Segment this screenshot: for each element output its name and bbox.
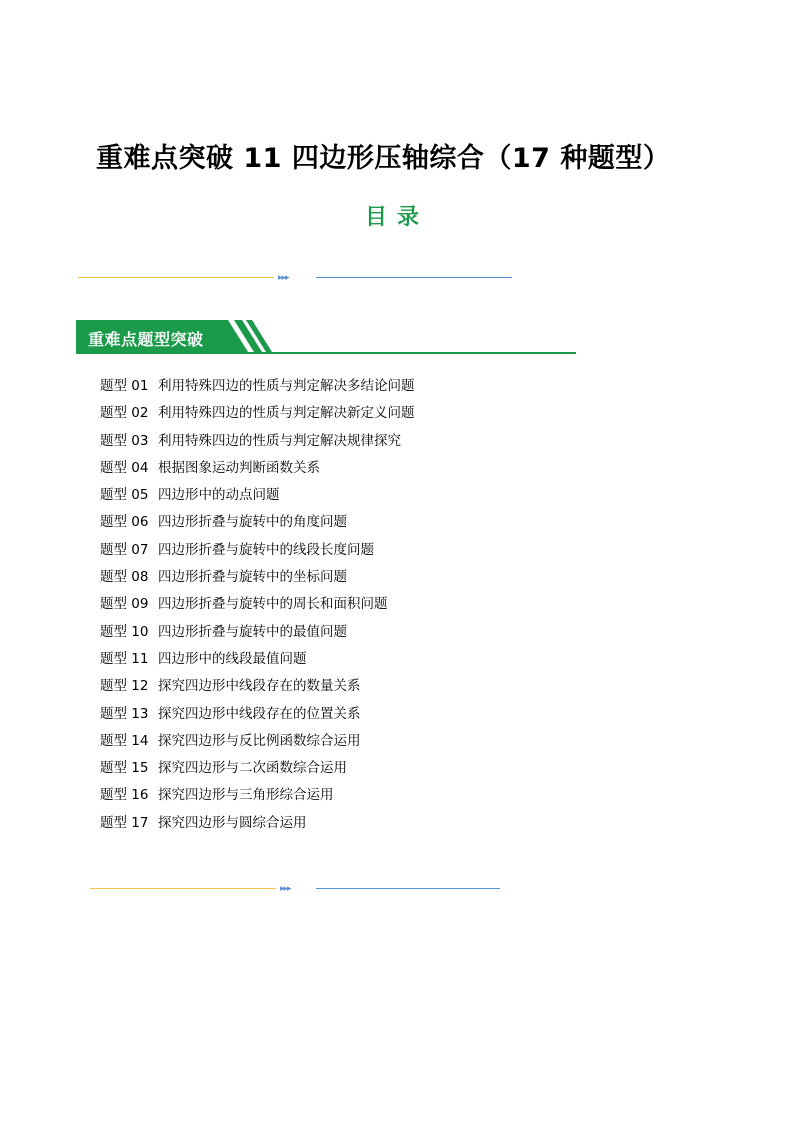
toc-item-title: 四边形折叠与旋转中的坐标问题 bbox=[158, 569, 347, 586]
toc-item-number: 题型 12 bbox=[100, 678, 149, 695]
toc-list bbox=[100, 376, 415, 840]
toc-item-title: 探究四边形与圆综合运用 bbox=[158, 814, 307, 831]
toc-item[interactable] bbox=[100, 785, 415, 812]
toc-item-title: 探究四边形与反比例函数综合运用 bbox=[158, 732, 361, 749]
toc-item-title: 四边形中的线段最值问题 bbox=[158, 650, 307, 667]
toc-item[interactable] bbox=[100, 676, 415, 703]
toc-item-title: 探究四边形与三角形综合运用 bbox=[158, 787, 334, 804]
toc-item-title: 四边形折叠与旋转中的角度问题 bbox=[158, 514, 347, 531]
toc-item[interactable] bbox=[100, 649, 415, 676]
toc-item-number: 题型 17 bbox=[100, 814, 149, 831]
divider-blue-line bbox=[316, 277, 512, 278]
toc-item-number: 题型 05 bbox=[100, 487, 149, 504]
toc-item-title: 四边形折叠与旋转中的线段长度问题 bbox=[158, 541, 374, 558]
toc-item-number: 题型 16 bbox=[100, 787, 149, 804]
toc-item-number: 题型 02 bbox=[100, 405, 149, 422]
toc-item-number: 题型 14 bbox=[100, 732, 149, 749]
toc-item[interactable] bbox=[100, 622, 415, 649]
toc-item-title: 探究四边形与二次函数综合运用 bbox=[158, 760, 347, 777]
toc-item[interactable] bbox=[100, 758, 415, 785]
divider-gold-line bbox=[90, 888, 276, 889]
toc-item-title: 利用特殊四边的性质与判定解决新定义问题 bbox=[158, 405, 415, 422]
toc-item-title: 四边形折叠与旋转中的最值问题 bbox=[158, 623, 347, 640]
divider-blue-line bbox=[316, 888, 500, 889]
toc-item-title: 根据图象运动判断函数关系 bbox=[158, 459, 320, 476]
toc-item-title: 四边形折叠与旋转中的周长和面积问题 bbox=[158, 596, 388, 613]
toc-item-number: 题型 10 bbox=[100, 623, 149, 640]
toc-item-title: 探究四边形中线段存在的数量关系 bbox=[158, 678, 361, 695]
toc-item[interactable] bbox=[100, 594, 415, 621]
toc-item[interactable] bbox=[100, 704, 415, 731]
divider-arrows-icon: ▸▸▸ bbox=[280, 884, 291, 894]
toc-item[interactable] bbox=[100, 813, 415, 840]
toc-item[interactable] bbox=[100, 458, 415, 485]
toc-item-title: 探究四边形中线段存在的位置关系 bbox=[158, 705, 361, 722]
toc-item[interactable] bbox=[100, 567, 415, 594]
bottom-divider bbox=[90, 883, 500, 895]
toc-item-number: 题型 13 bbox=[100, 705, 149, 722]
toc-item-number: 题型 03 bbox=[100, 432, 149, 449]
toc-item-number: 题型 09 bbox=[100, 596, 149, 613]
toc-item-title: 利用特殊四边的性质与判定解决规律探究 bbox=[158, 432, 401, 449]
section-banner bbox=[76, 320, 576, 355]
toc-item[interactable] bbox=[100, 512, 415, 539]
toc-heading: 目录 bbox=[364, 205, 429, 230]
divider-arrows-icon: ▸▸▸ bbox=[278, 273, 289, 283]
toc-item[interactable] bbox=[100, 403, 415, 430]
toc-item-number: 题型 11 bbox=[100, 650, 149, 667]
toc-item-number: 题型 06 bbox=[100, 514, 149, 531]
toc-item[interactable] bbox=[100, 731, 415, 758]
toc-item-number: 题型 01 bbox=[100, 378, 149, 394]
toc-item-number: 题型 08 bbox=[100, 569, 149, 586]
toc-item-title: 利用特殊四边的性质与判定解决多结论问题 bbox=[158, 378, 415, 394]
document-title: 重难点突破 11 四边形压轴综合（17 种题型） bbox=[96, 143, 671, 174]
toc-item-number: 题型 07 bbox=[100, 541, 149, 558]
section-label: 重难点题型突破 bbox=[88, 330, 204, 349]
toc-item-number: 题型 15 bbox=[100, 760, 149, 777]
toc-item-title: 四边形中的动点问题 bbox=[158, 487, 280, 504]
top-divider bbox=[78, 272, 514, 284]
toc-item[interactable] bbox=[100, 485, 415, 512]
toc-item[interactable] bbox=[100, 540, 415, 567]
divider-gold-line bbox=[78, 277, 274, 278]
toc-item[interactable] bbox=[100, 376, 415, 403]
toc-item-number: 题型 04 bbox=[100, 459, 149, 476]
toc-item[interactable] bbox=[100, 431, 415, 458]
